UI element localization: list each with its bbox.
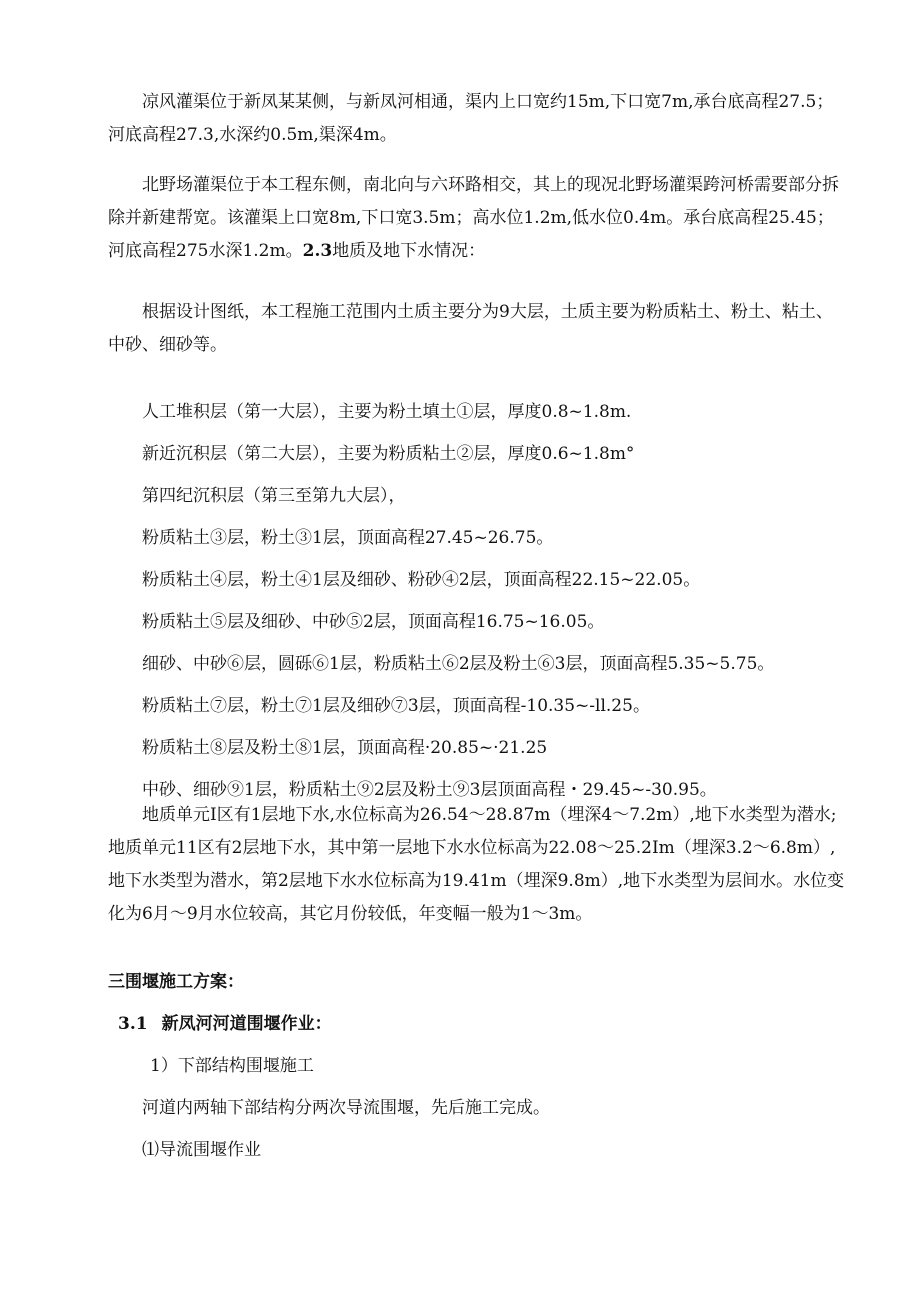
paragraph-layer-5: 粉质粘土⑤层及细砂、中砂⑤2层，顶面高程16.75~16.05。	[142, 612, 605, 632]
heading-section-3: 三围堰施工方案：	[108, 972, 244, 992]
item-1-sub-heading: ⑴导流围堰作业	[142, 1140, 261, 1160]
paragraph-text: 根据设计图纸，本工程施工范围内土质主要分为9大层，土质主要为粉质粘土、粉土、粘土、中砂、细砂等。	[108, 302, 833, 355]
paragraph-layer-8: 粉质粘土⑧层及粉土⑧1层，顶面高程·20.85~·21.25	[142, 738, 548, 758]
paragraph-groundwater	[108, 799, 848, 931]
section-title: 新凤河河道围堰作业：	[161, 1014, 332, 1034]
paragraph-text: 地质单元I区有1层地下水,水位标高为26.54～28.87m（埋深4～7.2m）,地下水类型为潜水;地质单元11区有2层地下水，其中第一层地下水水位标高为22.08～25.2Im（埋深3.2～6.8m）,地下水类型为潜水，第2层地下水水位标高为19.41m（埋深9.8m）,地下水类型为层间水。水位变化为6月～9月水位较高，其它月份较低，年变幅一般为1～3m。	[108, 805, 845, 924]
paragraph-layer-2: 新近沉积层（第二大层），主要为粉质粘土②层，厚度0.6~1.8m°	[142, 444, 635, 464]
section-number-2-3: 2.3	[302, 241, 333, 261]
paragraph-layer-3: 粉质粘土③层，粉土③1层，顶面高程27.45~26.75。	[142, 528, 554, 548]
paragraph-layer-4: 粉质粘土④层，粉土④1层及细砂、粉砂④2层，顶面高程22.15~22.05。	[142, 570, 701, 590]
paragraph-layer-9: 中砂、细砂⑨1层，粉质粘土⑨2层及粉土⑨3层顶面高程・29.45~-30.95。	[142, 780, 717, 800]
section-number: 3.1	[118, 1014, 148, 1034]
paragraph-liangfeng-canal	[108, 86, 848, 152]
paragraph-layer-7: 粉质粘土⑦层，粉土⑦1层及细砂⑦3层，顶面高程-10.35~-ll.25。	[142, 696, 650, 716]
heading-section-3-1	[118, 1008, 332, 1041]
paragraph-soil-layers	[108, 296, 848, 362]
paragraph-text: 北野场灌渠位于本工程东侧，南北向与六环路相交，其上的现况北野场灌渠跨河桥需要部分拆除并新建帮宽。该灌渠上口宽8m,下口宽3.5m；高水位1.2m,低水位0.4m。承台底高程25.45；河底高程275水深1.2m。	[108, 175, 839, 261]
paragraph-layer-1: 人工堆积层（第一大层），主要为粉土填土①层，厚度0.8~1.8m.	[142, 402, 632, 422]
paragraph-beiyechang-canal	[108, 169, 848, 268]
section-title-geology: 地质及地下水情况：	[332, 241, 486, 261]
paragraph-layer-6: 细砂、中砂⑥层，圆砾⑥1层，粉质粘土⑥2层及粉土⑥3层，顶面高程5.35~5.75。	[142, 654, 775, 674]
paragraph-quaternary: 第四纪沉积层（第三至第九大层），	[142, 486, 406, 506]
paragraph-text: 凉风灌渠位于新凤某某侧，与新凤河相通，渠内上口宽约15m,下口宽7m,承台底高程27.5；河底高程27.3,水深约0.5m,渠深4m。	[108, 92, 834, 145]
item-1-heading: 1）下部结构围堰施工	[150, 1056, 314, 1076]
paragraph-diversion: 河道内两轴下部结构分两次导流围堰，先后施工完成。	[142, 1098, 550, 1118]
